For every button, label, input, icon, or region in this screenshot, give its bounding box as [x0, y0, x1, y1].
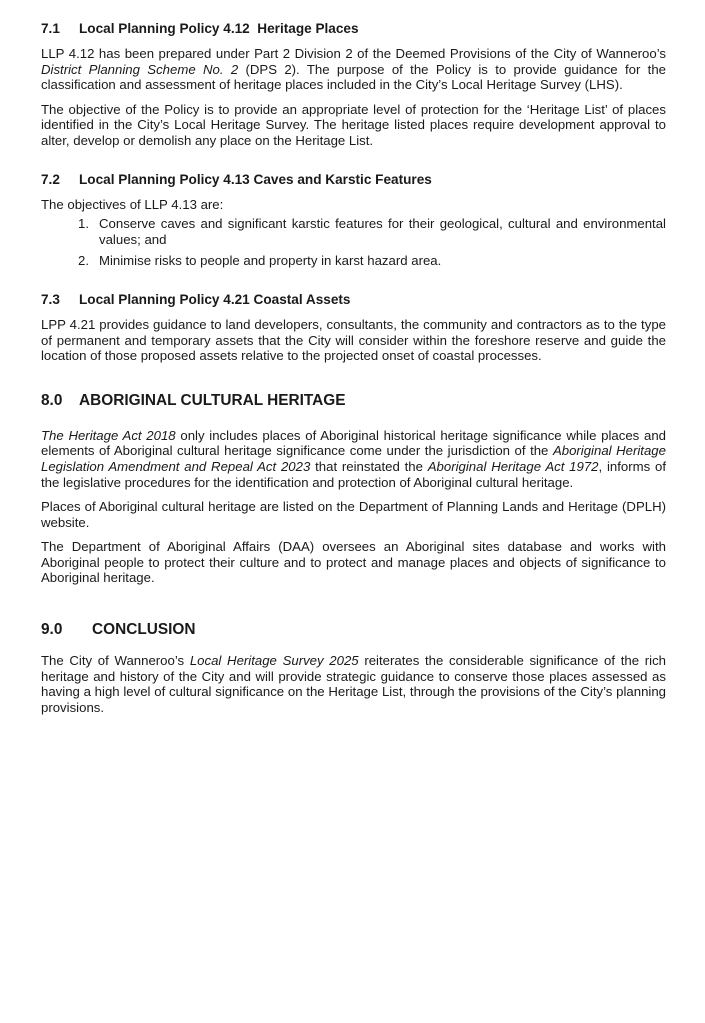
- text-run: (DPS 2). The purpose of the Policy is to provide guidance for the classification and assessment of heritage places included in the City’s Local Heritage Survey (LHS).: [41, 61, 667, 93]
- list-item-text: Conserve caves and significant karstic features for their geological, cultural and environmental values; and: [99, 216, 666, 247]
- paragraph-8-0-a: [41, 428, 666, 490]
- italic-act-name: Aboriginal Heritage Legislation Amendment and Repeal Act 2023: [41, 443, 666, 474]
- heading-7-2: [41, 172, 666, 188]
- list-item-number: 2.: [78, 253, 89, 269]
- text-run: The City of Wanneroo’s: [41, 653, 190, 669]
- heading-number: 7.1: [41, 21, 60, 36]
- heading-title: CONCLUSION: [92, 621, 196, 639]
- heading-7-1: [41, 21, 666, 37]
- paragraph-8-0-b: Places of Aboriginal cultural heritage are listed on the Department of Planning Lands and Heritage (DPLH) website.: [41, 499, 666, 530]
- italic-act-name: The Heritage Act 2018: [41, 427, 176, 443]
- paragraph-9-0-a: [41, 653, 666, 715]
- heading-title: Local Planning Policy 4.13 Caves and Karstic Features: [79, 171, 432, 187]
- heading-number: 8.0: [41, 391, 63, 409]
- list-item: [78, 253, 666, 269]
- heading-number: 7.2: [41, 171, 60, 187]
- heading-8-0: [41, 392, 666, 410]
- text-run: , informs of the legislative procedures for the identification and protection of Aboriginal cultural heritage.: [41, 458, 667, 490]
- text-run: only includes places of Aboriginal historical heritage significance while places and elements of Aboriginal cultural heritage significance come under the jurisdiction of the: [41, 427, 666, 459]
- text-run: that reinstated the: [310, 458, 428, 474]
- list-item: [78, 216, 666, 247]
- heading-title: Local Planning Policy 4.21 Coastal Assets: [79, 291, 351, 307]
- heading-number: 7.3: [41, 291, 60, 307]
- list-item-number: 1.: [78, 216, 89, 232]
- heading-title: ABORIGINAL CULTURAL HERITAGE: [79, 391, 346, 409]
- italic-act-name: Aboriginal Heritage Act 1972: [427, 458, 599, 474]
- page-content: [41, 21, 666, 724]
- heading-number: 9.0: [41, 621, 63, 639]
- paragraph-7-1-a: [41, 46, 666, 93]
- text-run: LLP 4.12 has been prepared under Part 2 Division 2 of the Deemed Provisions of the City of Wanneroo’s: [41, 46, 666, 61]
- objectives-list: [41, 216, 666, 269]
- list-item-text: Minimise risks to people and property in karst hazard area.: [99, 253, 442, 269]
- paragraph-7-1-b: The objective of the Policy is to provide an appropriate level of protection for the ‘Heritage List’ of places identified in the City’s Local Heritage Survey. The heritage listed places require development approval to alter, develop or demolish any place on the Heritage List.: [41, 101, 666, 148]
- italic-scheme-name: District Planning Scheme No. 2: [41, 61, 239, 77]
- italic-survey-name: Local Heritage Survey 2025: [189, 653, 359, 669]
- heading-9-0: [41, 621, 666, 639]
- heading-title: Local Planning Policy 4.12 Heritage Places: [79, 21, 359, 36]
- text-run: reiterates the considerable significance of the rich heritage and history of the City and will provide strategic guidance to conserve those places assessed as having a high level of cultural significance on the Heritage List, through the provisions of the City’s planning provisions.: [41, 653, 667, 715]
- paragraph-8-0-c: The Department of Aboriginal Affairs (DAA) oversees an Aboriginal sites database and works with Aboriginal people to protect their culture and to protect and manage places and objects of significance to Aboriginal heritage.: [41, 539, 666, 586]
- paragraph-7-3-a: LPP 4.21 provides guidance to land developers, consultants, the community and contractors as to the type of permanent and temporary assets that the City will consider within the foreshore reserve and guide the location of those proposed assets relative to the projected onset of coastal processes.: [41, 316, 666, 364]
- paragraph-7-2-intro: The objectives of LLP 4.13 are:: [41, 196, 224, 212]
- heading-7-3: [41, 292, 666, 308]
